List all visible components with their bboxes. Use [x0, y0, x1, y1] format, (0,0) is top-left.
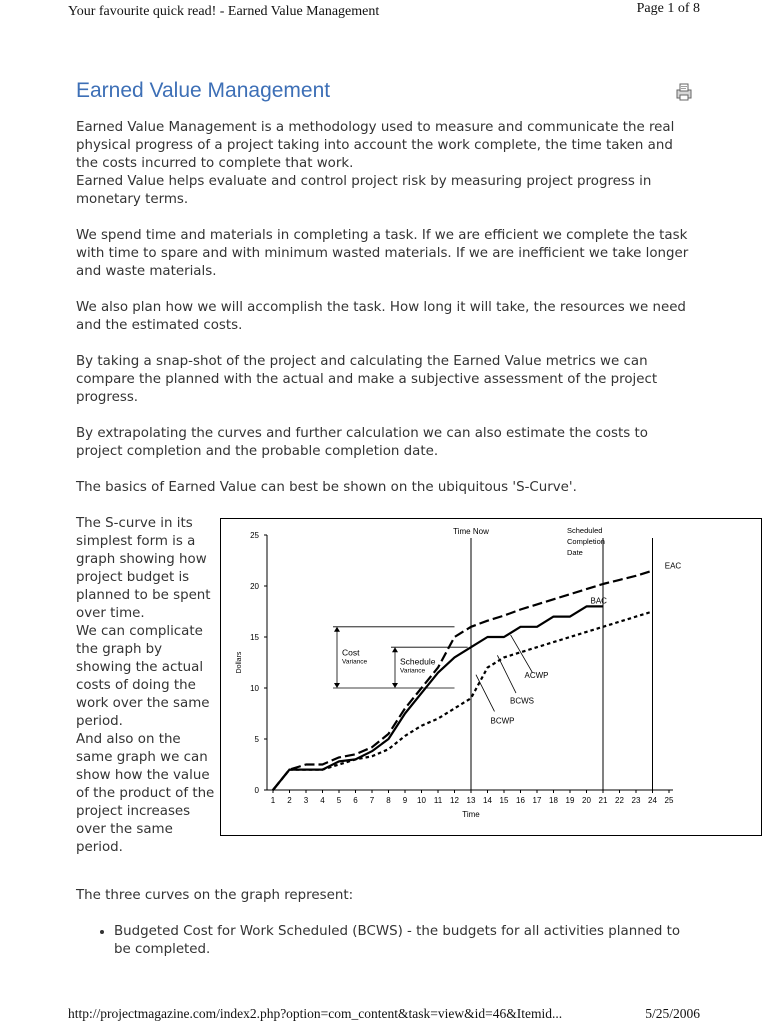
- x-tick-label: 9: [402, 796, 408, 805]
- x-tick-label: 18: [549, 796, 558, 805]
- article-body: [76, 119, 696, 959]
- y-tick-label: 25: [250, 531, 259, 540]
- s-curve-figure-row: [76, 515, 696, 867]
- x-tick-label: 19: [565, 796, 575, 805]
- schedule-variance-label: Schedule: [400, 656, 436, 667]
- scheduled-completion-label: Date: [567, 548, 583, 557]
- curve-definitions-list: [76, 923, 696, 959]
- paragraph-planning: We also plan how we will accomplish the task. How long it will take, the resources we need and the estimated costs.: [76, 300, 686, 333]
- eac-label: EAC: [664, 561, 682, 571]
- intro-paragraph-1: Earned Value Management is a methodology used to measure and communicate the real physical progress of a project taking into account the work complete, the time taken and the costs incurred to complete that work.: [76, 120, 675, 171]
- bcws-label: BCWS: [510, 696, 534, 706]
- page-header-title: Your favourite quick read! - Earned Value Management: [68, 4, 380, 19]
- footer-date: 5/25/2006: [645, 1006, 700, 1021]
- x-axis-label: Time: [462, 810, 480, 819]
- x-tick-label: 24: [648, 796, 657, 805]
- list-item-bcws: • Budgeted Cost for Work Scheduled (BCWS) - the budgets for all activities planned to be completed.: [114, 923, 696, 959]
- paragraph-s-curve-intro: The basics of Earned Value can best be shown on the ubiquitous 'S-Curve'.: [76, 480, 577, 495]
- s-curve-side-text: [76, 515, 216, 857]
- intro-paragraph-2: Earned Value helps evaluate and control project risk by measuring project progress in monetary terms.: [76, 174, 652, 207]
- cost-variance-label: Cost: [342, 647, 360, 658]
- bcws-pointer: [497, 655, 516, 693]
- y-tick-label: 0: [254, 786, 259, 795]
- x-tick-label: 14: [483, 796, 492, 805]
- cost-variance-arrowhead-up: [334, 627, 340, 632]
- x-tick-label: 23: [631, 796, 641, 805]
- series-line-acwp: [273, 606, 603, 790]
- x-tick-label: 11: [433, 796, 443, 805]
- bcwp-pointer: [476, 675, 495, 712]
- article-title: Earned Value Management: [76, 79, 331, 102]
- y-axis-label: Dollars: [236, 651, 243, 674]
- side-text-3: And also on the same graph we can show how the value of the product of the project increases over the same period.: [76, 732, 215, 855]
- x-tick-label: 7: [369, 796, 375, 805]
- paragraph-three-curves: The three curves on the graph represent:: [76, 888, 354, 903]
- y-tick-label: 15: [250, 633, 259, 642]
- x-tick-label: 25: [664, 796, 674, 805]
- x-tick-label: 3: [303, 796, 309, 805]
- scheduled-completion-label: Scheduled: [567, 526, 603, 535]
- acwp-label: ACWP: [524, 670, 549, 680]
- cost-variance-arrowhead-down: [334, 683, 340, 688]
- x-tick-label: 5: [336, 796, 342, 805]
- x-tick-label: 10: [417, 796, 426, 805]
- side-text-1: The S-curve in its simplest form is a graph showing how project budget is planned to be spent over time.: [76, 516, 211, 621]
- side-text-2: We can complicate the graph by showing the actual costs of doing the work over the same period.: [76, 624, 210, 729]
- x-tick-label: 4: [320, 796, 325, 805]
- x-tick-label: 12: [450, 796, 459, 805]
- page-number: Page 1 of 8: [636, 1, 700, 16]
- paragraph-snapshot: By taking a snap-shot of the project and calculating the Earned Value metrics we can compare the planned with the actual and make a subjective assessment of the project progress.: [76, 354, 658, 405]
- print-icon[interactable]: [674, 82, 694, 102]
- x-tick-label: 2: [287, 796, 292, 805]
- bac-label: BAC: [590, 596, 607, 606]
- paragraph-efficiency: We spend time and materials in completing a task. If we are efficient we complete the task with time to spare and with minimum wasted materials. If we are inefficient we take longer and waste materials.: [76, 228, 689, 279]
- s-curve-chart-svg: [221, 519, 761, 835]
- x-tick-label: 1: [270, 796, 276, 805]
- x-tick-label: 6: [353, 796, 358, 805]
- time-now-label: Time Now: [453, 527, 489, 536]
- x-tick-label: 13: [466, 796, 476, 805]
- x-tick-label: 16: [516, 796, 525, 805]
- schedule-variance-arrowhead-up: [392, 647, 398, 652]
- s-curve-chart: [220, 518, 762, 836]
- series-line-bcwp: [273, 612, 653, 791]
- x-tick-label: 15: [499, 796, 509, 805]
- y-tick-label: 10: [250, 684, 259, 693]
- schedule-variance-label: Variance: [400, 667, 426, 675]
- x-tick-label: 8: [386, 796, 391, 805]
- paragraph-extrapolation: By extrapolating the curves and further calculation we can also estimate the costs to project completion and the probable completion date.: [76, 426, 648, 459]
- x-tick-label: 21: [598, 796, 608, 805]
- bcwp-label: BCWP: [490, 716, 515, 726]
- scheduled-completion-label: Completion: [567, 537, 605, 546]
- footer-url: http://projectmagazine.com/index2.php?option=com_content&task=view&id=46&Itemid...: [68, 1006, 563, 1021]
- acwp-pointer: [511, 635, 533, 673]
- schedule-variance-arrowhead-down: [392, 683, 398, 688]
- x-tick-label: 22: [615, 796, 624, 805]
- cost-variance-label: Variance: [342, 658, 368, 666]
- x-tick-label: 20: [582, 796, 591, 805]
- y-tick-label: 20: [250, 582, 259, 591]
- y-tick-label: 5: [254, 735, 259, 744]
- x-tick-label: 17: [532, 796, 542, 805]
